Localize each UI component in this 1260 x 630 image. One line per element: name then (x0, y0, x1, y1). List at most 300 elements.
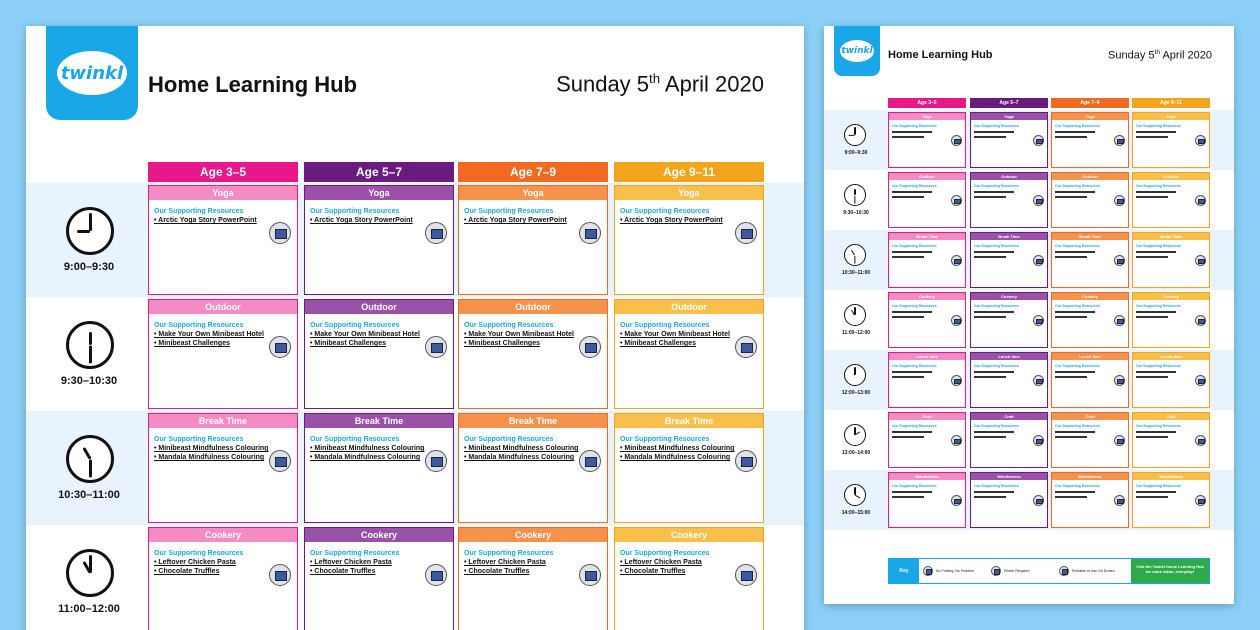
activity-title: Outdoor (305, 300, 453, 314)
hour-hand (849, 134, 855, 135)
preview-resource-line (1055, 316, 1087, 318)
preview-supporting-label: Our Supporting Resources (974, 484, 1019, 488)
resource-text[interactable]: Leftover Chicken Pasta (158, 559, 236, 566)
preview-activity-title: Yoga (889, 113, 965, 120)
key-item (1059, 565, 1125, 577)
preview-resource-line (974, 371, 1014, 373)
activity-cell (148, 527, 298, 630)
preview-activity-title: Break Time (889, 233, 965, 240)
preview-resource-icon (1033, 195, 1044, 206)
preview-resource-line (892, 436, 924, 438)
preview-resource-line (892, 251, 932, 253)
preview-supporting-label: Our Supporting Resources (892, 184, 937, 188)
preview-resource-line (1136, 376, 1168, 378)
preview-planner-sheet (824, 26, 1234, 604)
preview-title: Home Learning Hub (888, 49, 993, 61)
preview-activity-cell (1051, 352, 1129, 408)
preview-activity-title: Mindfulness (889, 473, 965, 480)
preview-supporting-label: Our Supporting Resources (892, 304, 937, 308)
preview-resource-icon (1114, 435, 1125, 446)
preview-resource-line (974, 191, 1014, 193)
preview-activity-cell (970, 172, 1048, 228)
preview-age-header: Age 9–11 (1132, 98, 1210, 108)
key-item-icon (991, 566, 1001, 576)
activity-title: Break Time (305, 414, 453, 428)
resource-type-icon (735, 450, 757, 472)
preview-resource-icon (1033, 495, 1044, 506)
preview-resource-line (892, 311, 932, 313)
preview-resource-line (974, 196, 1006, 198)
resource-text[interactable]: Leftover Chicken Pasta (624, 559, 702, 566)
preview-activity-cell (1051, 292, 1129, 348)
activity-cell (614, 185, 764, 295)
preview-resource-line (1055, 196, 1087, 198)
preview-resource-line (1136, 131, 1176, 133)
activity-cell (148, 185, 298, 295)
clock-icon (844, 424, 866, 446)
preview-supporting-label: Our Supporting Resources (974, 424, 1019, 428)
preview-resource-line (1136, 311, 1176, 313)
activity-title: Yoga (615, 186, 763, 200)
bullet: • (154, 559, 159, 566)
bullet: • (464, 568, 469, 575)
preview-activity-title: Craft (971, 413, 1047, 420)
activity-cell (614, 299, 764, 409)
preview-resource-line (974, 316, 1006, 318)
preview-resource-line (1055, 436, 1087, 438)
preview-activity-cell (888, 172, 966, 228)
preview-activity-cell (1051, 112, 1129, 168)
resource-text[interactable]: Minibeast Mindfulness Colouring (468, 445, 579, 452)
preview-activity-title: Break Time (1133, 233, 1209, 240)
preview-resource-line (974, 136, 1006, 138)
preview-activity-title: Yoga (1133, 113, 1209, 120)
hour-hand (854, 369, 855, 375)
resource-type-icon (579, 336, 601, 358)
clock-icon (66, 207, 114, 255)
preview-resource-line (1136, 316, 1168, 318)
supporting-label: Our Supporting Resources (310, 436, 400, 443)
supporting-label: Our Supporting Resources (620, 322, 710, 329)
page-date (556, 71, 764, 97)
preview-resource-line (1136, 136, 1168, 138)
bullet: • (310, 331, 315, 338)
resource-text[interactable]: Minibeast Mindfulness Colouring (624, 445, 735, 452)
key-label: Key (889, 559, 919, 583)
preview-activity-title: Cookery (889, 293, 965, 300)
supporting-label: Our Supporting Resources (310, 322, 400, 329)
activity-title: Outdoor (149, 300, 297, 314)
preview-resource-icon (1114, 375, 1125, 386)
bullet: • (154, 445, 159, 452)
resource-text[interactable]: Mandala Mindfulness Colouring (158, 454, 265, 461)
preview-supporting-label: Our Supporting Resources (974, 244, 1019, 248)
key-item-label: No Printing, No Problem (936, 569, 974, 573)
preview-activity-title: Lunch time (971, 353, 1047, 360)
activity-title: Cookery (615, 528, 763, 542)
preview-resource-line (1136, 371, 1176, 373)
preview-time-label: 14:00–15:00 (841, 510, 871, 516)
minute-hand (854, 127, 855, 135)
activity-cell (304, 299, 454, 409)
preview-activity-title: Mindfulness (1133, 473, 1209, 480)
preview-date-rest: April 2020 (1160, 49, 1212, 62)
supporting-label: Our Supporting Resources (310, 550, 400, 557)
preview-activity-cell (970, 292, 1048, 348)
preview-activity-title: Mindfulness (971, 473, 1047, 480)
supporting-label: Our Supporting Resources (620, 208, 710, 215)
preview-age-header: Age 7–9 (1051, 98, 1129, 108)
preview-date (1108, 49, 1212, 62)
preview-resource-icon (1195, 195, 1206, 206)
preview-supporting-label: Our Supporting Resources (1055, 184, 1100, 188)
activity-title: Break Time (459, 414, 607, 428)
resource-type-icon (269, 450, 291, 472)
hour-hand (77, 230, 90, 233)
preview-resource-icon (1195, 375, 1206, 386)
preview-resource-line (1136, 496, 1168, 498)
minute-hand (89, 459, 92, 477)
activity-title: Yoga (305, 186, 453, 200)
preview-resource-line (892, 431, 932, 433)
preview-activity-cell (1132, 292, 1210, 348)
preview-resource-icon (951, 375, 962, 386)
activity-cell (304, 413, 454, 523)
page-title: Home Learning Hub (148, 72, 358, 97)
clock-icon (844, 184, 866, 206)
clock-icon (66, 321, 114, 369)
resource-text[interactable]: Minibeast Challenges (314, 340, 386, 347)
clock-icon (844, 244, 866, 266)
preview-resource-line (1055, 491, 1095, 493)
supporting-label: Our Supporting Resources (620, 436, 710, 443)
preview-age-header: Age 5–7 (970, 98, 1048, 108)
preview-time-label: 13:00–14:00 (841, 450, 871, 456)
preview-resource-line (892, 196, 924, 198)
preview-resource-line (974, 251, 1014, 253)
resource-type-icon (425, 222, 447, 244)
preview-resource-line (974, 436, 1006, 438)
age-header: Age 7–9 (458, 162, 608, 182)
preview-activity-title: Outdoor (971, 173, 1047, 180)
preview-age-header: Age 3–5 (888, 98, 966, 108)
bullet: • (464, 217, 469, 224)
hour-hand (82, 447, 91, 460)
preview-supporting-label: Our Supporting Resources (1136, 364, 1181, 368)
activity-title: Cookery (305, 528, 453, 542)
preview-resource-icon (951, 315, 962, 326)
bullet: • (154, 217, 159, 224)
activity-cell (614, 527, 764, 630)
preview-supporting-label: Our Supporting Resources (1055, 304, 1100, 308)
resource-text[interactable]: Minibeast Challenges (468, 340, 540, 347)
resource-text[interactable]: Leftover Chicken Pasta (468, 559, 546, 566)
preview-supporting-label: Our Supporting Resources (1055, 244, 1100, 248)
activity-cell (458, 527, 608, 630)
resource-type-icon (269, 222, 291, 244)
preview-resource-line (1136, 431, 1176, 433)
preview-resource-icon (1033, 435, 1044, 446)
supporting-label: Our Supporting Resources (154, 322, 244, 329)
preview-resource-line (892, 371, 932, 373)
activity-cell (148, 413, 298, 523)
clock-icon (66, 549, 114, 597)
main-planner-sheet (26, 26, 804, 630)
resource-text[interactable]: Make Your Own Minibeast Hotel (158, 331, 264, 338)
resource-text[interactable]: Arctic Yoga Story PowerPoint (624, 217, 723, 224)
supporting-label: Our Supporting Resources (464, 208, 554, 215)
preview-resource-icon (1114, 315, 1125, 326)
clock-icon (844, 304, 866, 326)
key-item-icon (923, 566, 933, 576)
key-item-icon (1059, 566, 1069, 576)
preview-resource-line (1055, 311, 1095, 313)
resource-type-icon (269, 564, 291, 586)
preview-resource-icon (1195, 135, 1206, 146)
preview-resource-line (1136, 251, 1176, 253)
preview-activity-cell (970, 472, 1048, 528)
preview-resource-icon (1195, 315, 1206, 326)
bullet: • (620, 568, 625, 575)
activity-title: Yoga (459, 186, 607, 200)
preview-resource-line (892, 136, 924, 138)
preview-resource-icon (1195, 255, 1206, 266)
resource-text[interactable]: Chocolate Truffles (314, 568, 376, 575)
bullet: • (620, 445, 625, 452)
preview-resource-line (1055, 191, 1095, 193)
resource-text[interactable]: Arctic Yoga Story PowerPoint (314, 217, 413, 224)
preview-resource-line (1055, 496, 1087, 498)
preview-resource-line (1055, 431, 1095, 433)
bullet: • (154, 331, 159, 338)
preview-resource-line (892, 191, 932, 193)
preview-resource-line (974, 256, 1006, 258)
age-header: Age 5–7 (304, 162, 454, 182)
supporting-label: Our Supporting Resources (310, 208, 400, 215)
resource-type-icon (735, 336, 757, 358)
preview-resource-line (892, 376, 924, 378)
resource-type-icon (579, 564, 601, 586)
resource-text[interactable]: Arctic Yoga Story PowerPoint (468, 217, 567, 224)
clock-icon (844, 124, 866, 146)
key-item-label: Printable or Use On Screen (1072, 569, 1115, 573)
resource-text[interactable]: Chocolate Truffles (624, 568, 686, 575)
logo-bubble-small (840, 40, 874, 62)
resource-text[interactable]: Arctic Yoga Story PowerPoint (158, 217, 257, 224)
activity-cell (614, 413, 764, 523)
bullet: • (464, 331, 469, 338)
resource-text[interactable]: Minibeast Mindfulness Colouring (314, 445, 425, 452)
preview-supporting-label: Our Supporting Resources (1136, 304, 1181, 308)
resource-type-icon (425, 564, 447, 586)
preview-resource-line (1136, 196, 1168, 198)
preview-resource-line (1055, 256, 1087, 258)
bullet: • (310, 217, 315, 224)
activity-title: Outdoor (459, 300, 607, 314)
bullet: • (464, 559, 469, 566)
resource-text[interactable]: Mandala Mindfulness Colouring (468, 454, 575, 461)
preview-activity-cell (1132, 172, 1210, 228)
hour-hand (851, 249, 855, 255)
resource-text[interactable]: Minibeast Challenges (158, 340, 230, 347)
activity-cell (148, 299, 298, 409)
preview-time-label: 10:30–11:00 (841, 270, 871, 276)
activity-title: Break Time (615, 414, 763, 428)
supporting-label: Our Supporting Resources (464, 322, 554, 329)
time-label: 11:00–12:00 (58, 603, 120, 615)
preview-resource-icon (1033, 315, 1044, 326)
bullet: • (620, 454, 625, 461)
preview-resource-line (974, 491, 1014, 493)
preview-resource-line (1055, 371, 1095, 373)
key-items (923, 559, 1129, 583)
supporting-label: Our Supporting Resources (620, 550, 710, 557)
bullet: • (464, 340, 469, 347)
bullet: • (310, 454, 315, 461)
preview-supporting-label: Our Supporting Resources (974, 184, 1019, 188)
preview-resource-icon (1195, 435, 1206, 446)
key-bar (888, 558, 1210, 584)
preview-resource-icon (1114, 195, 1125, 206)
preview-resource-line (892, 491, 932, 493)
promo-box: Visit the Twinkl Home Learning Hub for more ideas, everyday! (1131, 559, 1209, 583)
preview-activity-cell (970, 352, 1048, 408)
twinkl-logo-small (834, 26, 880, 76)
preview-time-label: 9:00–9:30 (844, 150, 868, 156)
preview-resource-line (1136, 491, 1176, 493)
preview-supporting-label: Our Supporting Resources (1055, 484, 1100, 488)
preview-activity-title: Break Time (1052, 233, 1128, 240)
resource-type-icon (579, 450, 601, 472)
preview-activity-cell (888, 412, 966, 468)
hour-hand (89, 332, 92, 345)
clock-icon (844, 364, 866, 386)
bullet: • (310, 340, 315, 347)
preview-activity-title: Yoga (1052, 113, 1128, 120)
bullet: • (154, 340, 159, 347)
twinkl-logo (46, 26, 138, 120)
resource-text[interactable]: Make Your Own Minibeast Hotel (314, 331, 420, 338)
preview-activity-cell (1051, 412, 1129, 468)
bullet: • (464, 445, 469, 452)
preview-resource-line (974, 311, 1014, 313)
preview-activity-title: Cookery (971, 293, 1047, 300)
key-item (923, 565, 989, 577)
activity-cell (304, 527, 454, 630)
preview-activity-cell (888, 292, 966, 348)
preview-activity-title: Outdoor (1133, 173, 1209, 180)
preview-supporting-label: Our Supporting Resources (892, 124, 937, 128)
clock-icon (66, 435, 114, 483)
preview-activity-title: Craft (1133, 413, 1209, 420)
preview-supporting-label: Our Supporting Resources (1055, 124, 1100, 128)
date-main: Sunday 5 (556, 71, 650, 97)
preview-supporting-label: Our Supporting Resources (892, 484, 937, 488)
preview-supporting-label: Our Supporting Resources (974, 304, 1019, 308)
preview-resource-line (1136, 191, 1176, 193)
age-header: Age 9–11 (614, 162, 764, 182)
key-item (991, 565, 1057, 577)
preview-resource-line (974, 131, 1014, 133)
preview-supporting-label: Our Supporting Resources (892, 364, 937, 368)
minute-hand (89, 213, 92, 231)
supporting-label: Our Supporting Resources (464, 436, 554, 443)
preview-activity-title: Lunch time (889, 353, 965, 360)
preview-resource-line (1055, 376, 1087, 378)
preview-resource-icon (951, 135, 962, 146)
preview-date-main: Sunday 5 (1108, 49, 1155, 62)
bullet: • (620, 340, 625, 347)
logo-text-small: twinkl (841, 46, 873, 56)
resource-text[interactable]: Mandala Mindfulness Colouring (624, 454, 731, 461)
preview-activity-cell (888, 472, 966, 528)
preview-resource-line (892, 131, 932, 133)
preview-activity-title: Lunch time (1052, 353, 1128, 360)
hour-hand (854, 189, 855, 195)
preview-supporting-label: Our Supporting Resources (974, 124, 1019, 128)
preview-resource-icon (951, 195, 962, 206)
resource-text[interactable]: Mandala Mindfulness Colouring (314, 454, 421, 461)
resource-type-icon (425, 450, 447, 472)
preview-resource-line (892, 316, 924, 318)
preview-activity-title: Break Time (971, 233, 1047, 240)
preview-resource-icon (951, 435, 962, 446)
preview-resource-line (1055, 136, 1087, 138)
time-label: 10:30–11:00 (58, 489, 120, 501)
activity-cell (304, 185, 454, 295)
bullet: • (310, 445, 315, 452)
preview-resource-icon (1114, 255, 1125, 266)
resource-text[interactable]: Chocolate Truffles (468, 568, 530, 575)
activity-cell (458, 185, 608, 295)
preview-activity-cell (1051, 472, 1129, 528)
preview-supporting-label: Our Supporting Resources (1136, 184, 1181, 188)
preview-supporting-label: Our Supporting Resources (1136, 124, 1181, 128)
preview-activity-title: Craft (889, 413, 965, 420)
preview-activity-title: Cookery (1052, 293, 1128, 300)
preview-activity-cell (1132, 112, 1210, 168)
preview-activity-cell (1051, 172, 1129, 228)
age-header: Age 3–5 (148, 162, 298, 182)
preview-activity-title: Craft (1052, 413, 1128, 420)
minute-hand (854, 255, 855, 263)
preview-resource-icon (951, 255, 962, 266)
hour-hand (855, 494, 861, 498)
resource-type-icon (579, 222, 601, 244)
preview-activity-title: Yoga (971, 113, 1047, 120)
resource-text[interactable]: Make Your Own Minibeast Hotel (624, 331, 730, 338)
preview-supporting-label: Our Supporting Resources (1136, 484, 1181, 488)
preview-resource-line (892, 496, 924, 498)
minute-hand (89, 345, 92, 363)
preview-resource-line (974, 431, 1014, 433)
resource-text[interactable]: Leftover Chicken Pasta (314, 559, 392, 566)
date-suffix: th (649, 71, 661, 86)
resource-type-icon (735, 222, 757, 244)
resource-text[interactable]: Chocolate Truffles (158, 568, 220, 575)
activity-title: Outdoor (615, 300, 763, 314)
preview-supporting-label: Our Supporting Resources (974, 364, 1019, 368)
resource-text[interactable]: Minibeast Mindfulness Colouring (158, 445, 269, 452)
preview-resource-icon (1114, 495, 1125, 506)
resource-text[interactable]: Make Your Own Minibeast Hotel (468, 331, 574, 338)
preview-resource-icon (951, 495, 962, 506)
minute-hand (854, 195, 855, 203)
logo-bubble (57, 51, 127, 95)
preview-resource-line (974, 376, 1006, 378)
resource-text[interactable]: Minibeast Challenges (624, 340, 696, 347)
preview-resource-line (1055, 251, 1095, 253)
